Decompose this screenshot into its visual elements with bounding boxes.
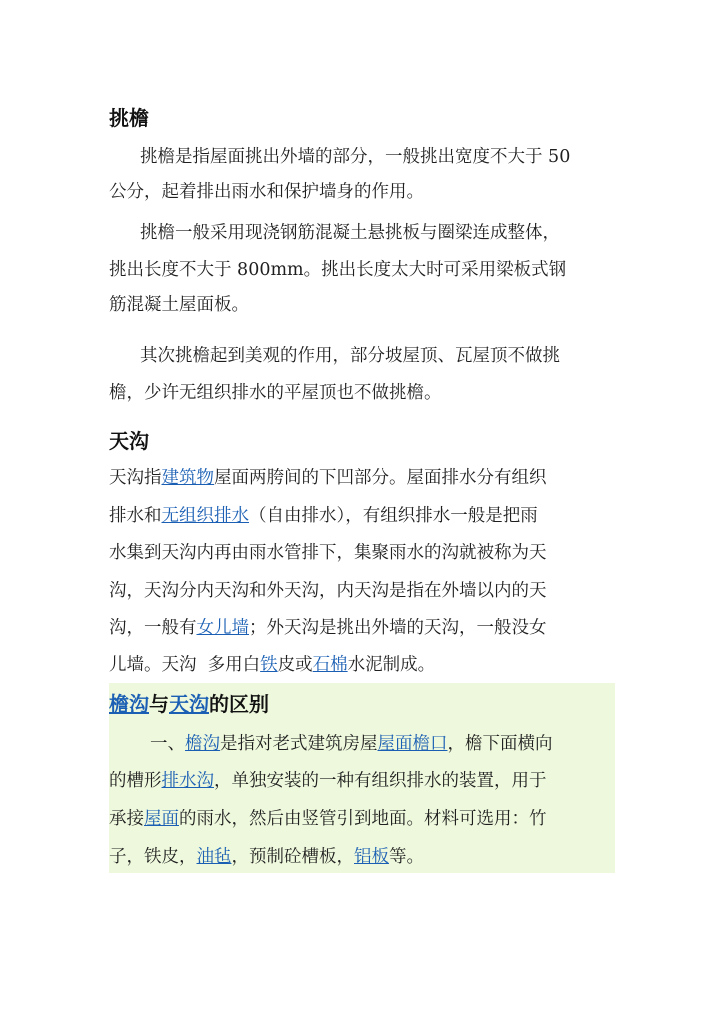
paragraph-line: 公分，起着排出雨水和保护墙身的作用。 (109, 182, 424, 202)
text-run: 水泥制成。 (347, 655, 436, 675)
link-wumian[interactable]: 屋面 (144, 809, 179, 829)
paragraph-line: 筋混凝土屋面板。 (109, 295, 249, 315)
link-tie[interactable]: 铁 (260, 655, 278, 675)
link-tiangou-heading[interactable]: 天沟 (169, 692, 209, 716)
text-run: 屋面两胯间的下凹部分。屋面排水分有组织 (214, 468, 547, 488)
link-shimian[interactable]: 石棉 (312, 655, 348, 675)
link-wuzuzhi-paishui[interactable]: 无组织排水 (161, 506, 249, 526)
text-run: 是指对老式建筑房屋 (220, 734, 378, 754)
text-run: （自由排水），有组织排水一般是把雨 (249, 506, 538, 526)
paragraph-line (109, 652, 435, 678)
paragraph-line: 沟，天沟分内天沟和外天沟，内天沟是指在外墙以内的天 (109, 581, 547, 601)
paragraph-line (109, 844, 424, 870)
link-lvban[interactable]: 铝板 (354, 847, 389, 867)
text-run: 沟，一般有 (109, 618, 197, 638)
text-run: 天沟指 (109, 468, 162, 488)
link-jianzhuwu[interactable]: 建筑物 (161, 468, 214, 488)
text-run: ，预制砼槽板， (231, 847, 354, 867)
link-yangou[interactable]: 檐沟 (185, 734, 220, 754)
heading-text: 的区别 (209, 692, 269, 716)
paragraph-line: 挑檐是指屋面挑出外墙的部分，一般挑出宽度不大于 50 (140, 147, 571, 167)
text-run: 一、 (150, 734, 185, 754)
paragraph-line (109, 615, 547, 641)
text-run: 的槽形 (109, 771, 162, 791)
heading-tiangou: 天沟 (109, 429, 149, 453)
text-run: 皮或 (277, 655, 313, 675)
paragraph-line: 挑檐一般采用现浇钢筋混凝土悬挑板与圈梁连成整体， (140, 223, 560, 243)
text-run: 子，铁皮， (109, 847, 197, 867)
link-nverqiang[interactable]: 女儿墙 (196, 618, 249, 638)
text-run: ，单独安装的一种有组织排水的装置，用于 (214, 771, 547, 791)
heading-text: 与 (149, 692, 169, 716)
text-run: ，檐下面横向 (447, 734, 553, 754)
paragraph-line: 挑出长度不大于 800mm。挑出长度太大时可采用梁板式钢 (109, 260, 567, 280)
paragraph-line: 水集到天沟内再由雨水管排下，集聚雨水的沟就被称为天 (109, 543, 547, 563)
text-run: 承接 (109, 809, 144, 829)
link-yangou-heading[interactable]: 檐沟 (109, 692, 149, 716)
paragraph-line: 其次挑檐起到美观的作用，部分坡屋顶、瓦屋顶不做挑 (140, 346, 560, 366)
text-run: 儿墙。天沟 多用白 (109, 655, 261, 675)
paragraph-line (109, 465, 547, 491)
heading-tiaoyan: 挑檐 (109, 106, 149, 130)
text-run: 等。 (389, 847, 424, 867)
paragraph-line (109, 503, 538, 529)
link-youzhan[interactable]: 油毡 (196, 847, 232, 867)
text-run: 的雨水，然后由竖管引到地面。材料可选用：竹 (179, 809, 547, 829)
paragraph-line (109, 806, 547, 832)
text-run: ；外天沟是挑出外墙的天沟，一般没女 (249, 618, 547, 638)
link-paishuigou[interactable]: 排水沟 (161, 771, 214, 791)
paragraph-line (150, 731, 553, 757)
heading-yangou-tiangou-qubie (109, 690, 269, 718)
paragraph-line (109, 768, 547, 794)
link-wumian-yankou[interactable]: 屋面檐口 (377, 734, 448, 754)
text-run: 排水和 (109, 506, 162, 526)
paragraph-line: 檐，少许无组织排水的平屋顶也不做挑檐。 (109, 383, 442, 403)
